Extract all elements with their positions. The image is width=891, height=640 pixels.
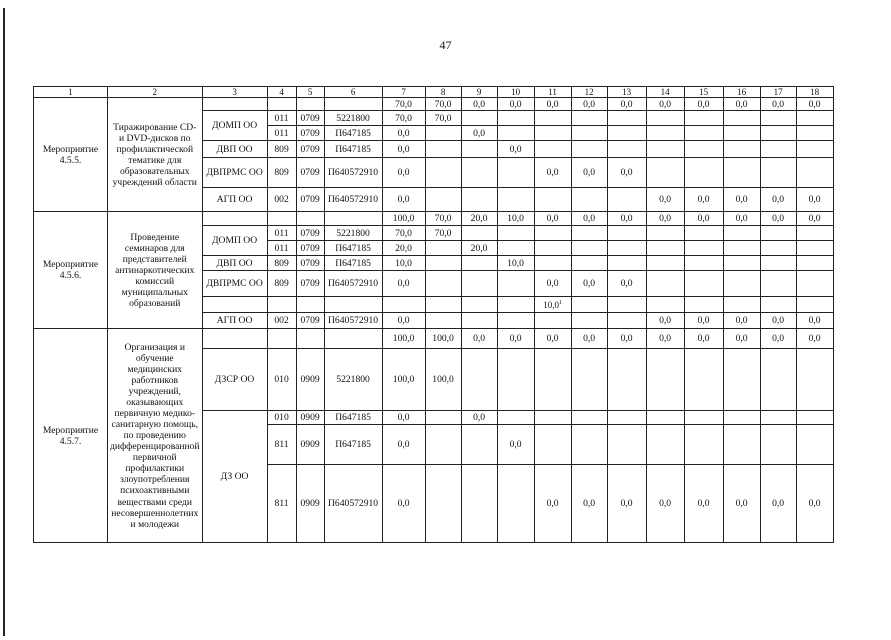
column-header: 8 xyxy=(425,87,461,98)
measure-description: Организация и обучение медицинских работников учреждений, оказывающих первичную медико-санитарную помощь, по проведению дифференцированной первичной профилактики злоупотребления психоактивными веществами среди несовершеннолетних и молодежи xyxy=(108,329,203,543)
value-cell: 100,0 xyxy=(382,349,425,411)
code-cell: П647185 xyxy=(324,141,382,158)
total-cell: 0,0 xyxy=(723,329,760,349)
code-cell: 0909 xyxy=(296,465,324,543)
column-header: 6 xyxy=(324,87,382,98)
org-cell: ДВП ОО xyxy=(202,256,267,271)
total-cell: 0,0 xyxy=(796,212,833,226)
code-cell: 002 xyxy=(267,188,296,212)
code-cell: 811 xyxy=(267,465,296,543)
budget-table xyxy=(33,86,834,543)
column-header: 14 xyxy=(646,87,684,98)
column-header: 2 xyxy=(108,87,203,98)
value-cell: 70,0 xyxy=(382,226,425,241)
column-header: 15 xyxy=(684,87,723,98)
column-header: 10 xyxy=(497,87,534,98)
code-cell: 5221800 xyxy=(324,226,382,241)
value-cell: 0,0 xyxy=(382,425,425,465)
org-cell: ДОМП ОО xyxy=(202,111,267,141)
measure-id: Мероприятие 4.5.5. xyxy=(34,98,108,212)
org-cell: ДЗ ОО xyxy=(202,411,267,543)
value-cell: 0,0 xyxy=(760,188,796,212)
value-cell: 0,0 xyxy=(497,141,534,158)
total-cell: 0,0 xyxy=(497,98,534,111)
value-cell: 0,0 xyxy=(382,141,425,158)
org-cell: АГП ОО xyxy=(202,188,267,212)
total-cell: 0,0 xyxy=(534,98,571,111)
page-number: 47 xyxy=(439,38,452,52)
value-cell: 0,0 xyxy=(382,465,425,543)
value-cell: 0,0 xyxy=(571,271,607,297)
total-cell: 0,0 xyxy=(497,329,534,349)
footnote-value-cell xyxy=(534,297,571,313)
code-cell: 811 xyxy=(267,425,296,465)
total-cell: 0,0 xyxy=(760,212,796,226)
code-cell: 0909 xyxy=(296,349,324,411)
column-header: 16 xyxy=(723,87,760,98)
value-cell: 70,0 xyxy=(425,226,461,241)
total-cell: 0,0 xyxy=(461,329,497,349)
value-cell: 0,0 xyxy=(684,465,723,543)
code-cell: 011 xyxy=(267,111,296,126)
column-header: 11 xyxy=(534,87,571,98)
code-cell: 0709 xyxy=(296,158,324,188)
code-cell: 0709 xyxy=(296,188,324,212)
code-cell: П647185 xyxy=(324,256,382,271)
org-cell: ДОМП ОО xyxy=(202,226,267,256)
code-cell: 0709 xyxy=(296,241,324,256)
value-cell: 0,0 xyxy=(646,188,684,212)
total-cell: 0,0 xyxy=(534,329,571,349)
code-cell: 010 xyxy=(267,349,296,411)
total-cell: 0,0 xyxy=(723,98,760,111)
code-cell: 010 xyxy=(267,411,296,425)
total-cell: 0,0 xyxy=(461,98,497,111)
code-cell: 0909 xyxy=(296,425,324,465)
value-cell: 0,0 xyxy=(382,158,425,188)
code-cell: 002 xyxy=(267,313,296,329)
value-cell: 0,0 xyxy=(382,313,425,329)
value-cell: 0,0 xyxy=(796,188,833,212)
total-cell: 100,0 xyxy=(382,212,425,226)
code-cell: 011 xyxy=(267,241,296,256)
value-cell: 0,0 xyxy=(497,425,534,465)
total-cell: 20,0 xyxy=(461,212,497,226)
total-cell: 0,0 xyxy=(796,98,833,111)
value-cell: 0,0 xyxy=(534,158,571,188)
code-cell: 0709 xyxy=(296,313,324,329)
total-cell: 0,0 xyxy=(607,98,646,111)
header-row xyxy=(34,87,834,98)
code-cell: 809 xyxy=(267,158,296,188)
total-cell: 100,0 xyxy=(425,329,461,349)
total-cell: 0,0 xyxy=(684,212,723,226)
total-cell: 70,0 xyxy=(382,98,425,111)
value-cell: 0,0 xyxy=(607,465,646,543)
value-cell: 0,0 xyxy=(534,465,571,543)
binding-edge-line xyxy=(3,8,5,636)
measure-id: Мероприятие 4.5.6. xyxy=(34,212,108,329)
value-cell: 20,0 xyxy=(461,241,497,256)
value-cell: 0,0 xyxy=(684,188,723,212)
total-cell: 0,0 xyxy=(571,212,607,226)
code-cell: П640572910 xyxy=(324,271,382,297)
org-cell: ДВП ОО xyxy=(202,141,267,158)
code-cell: П647185 xyxy=(324,126,382,141)
table-row xyxy=(34,212,834,226)
code-cell: П647185 xyxy=(324,411,382,425)
total-cell: 0,0 xyxy=(646,212,684,226)
footnote-value: 10,0 xyxy=(543,299,559,310)
value-cell: 100,0 xyxy=(425,349,461,411)
code-cell: 0709 xyxy=(296,126,324,141)
value-cell: 70,0 xyxy=(382,111,425,126)
column-header: 17 xyxy=(760,87,796,98)
total-cell: 10,0 xyxy=(497,212,534,226)
code-cell: 5221800 xyxy=(324,111,382,126)
value-cell: 20,0 xyxy=(382,241,425,256)
total-cell: 70,0 xyxy=(425,98,461,111)
value-cell: 10,0 xyxy=(382,256,425,271)
org-cell: АГП ОО xyxy=(202,313,267,329)
column-header: 9 xyxy=(461,87,497,98)
value-cell: 0,0 xyxy=(461,126,497,141)
footnote-marker: 1 xyxy=(558,299,562,306)
value-cell: 0,0 xyxy=(723,465,760,543)
code-cell: П640572910 xyxy=(324,158,382,188)
code-cell: 011 xyxy=(267,126,296,141)
total-cell: 0,0 xyxy=(760,329,796,349)
org-cell: ДВПРМС ОО xyxy=(202,158,267,188)
value-cell: 0,0 xyxy=(382,271,425,297)
value-cell: 0,0 xyxy=(461,411,497,425)
code-cell: 809 xyxy=(267,256,296,271)
code-cell: 809 xyxy=(267,271,296,297)
value-cell: 0,0 xyxy=(534,271,571,297)
measure-id: Мероприятие 4.5.7. xyxy=(34,329,108,543)
value-cell: 0,0 xyxy=(646,313,684,329)
value-cell: 0,0 xyxy=(723,313,760,329)
column-header: 18 xyxy=(796,87,833,98)
total-cell: 0,0 xyxy=(646,329,684,349)
value-cell: 0,0 xyxy=(382,411,425,425)
value-cell: 0,0 xyxy=(760,313,796,329)
column-header: 3 xyxy=(202,87,267,98)
table-row xyxy=(34,329,834,349)
column-header: 7 xyxy=(382,87,425,98)
total-cell: 0,0 xyxy=(684,98,723,111)
value-cell: 0,0 xyxy=(684,313,723,329)
total-cell: 70,0 xyxy=(425,212,461,226)
value-cell: 0,0 xyxy=(571,465,607,543)
code-cell: 0709 xyxy=(296,111,324,126)
total-cell: 0,0 xyxy=(607,329,646,349)
measure-description: Тиражирование CD- и DVD-дисков по профилактической тематике для образовательных учреждений области xyxy=(108,98,203,212)
total-cell: 0,0 xyxy=(796,329,833,349)
code-cell: П647185 xyxy=(324,425,382,465)
total-cell: 0,0 xyxy=(607,212,646,226)
code-cell: 0709 xyxy=(296,271,324,297)
total-cell: 0,0 xyxy=(646,98,684,111)
total-cell: 0,0 xyxy=(571,98,607,111)
column-header: 1 xyxy=(34,87,108,98)
value-cell: 0,0 xyxy=(723,188,760,212)
total-cell: 0,0 xyxy=(571,329,607,349)
code-cell: 0709 xyxy=(296,226,324,241)
total-cell: 0,0 xyxy=(760,98,796,111)
value-cell: 0,0 xyxy=(607,271,646,297)
value-cell: 70,0 xyxy=(425,111,461,126)
measure-description: Проведение семинаров для представителей антинаркотических комиссий муниципальных образований xyxy=(108,212,203,329)
value-cell: 0,0 xyxy=(571,158,607,188)
code-cell: 0709 xyxy=(296,141,324,158)
code-cell: П640572910 xyxy=(324,465,382,543)
total-cell: 0,0 xyxy=(534,212,571,226)
code-cell: 5221800 xyxy=(324,349,382,411)
org-cell: ДВПРМС ОО xyxy=(202,271,267,297)
value-cell: 0,0 xyxy=(382,188,425,212)
code-cell: П640572910 xyxy=(324,313,382,329)
code-cell: 809 xyxy=(267,141,296,158)
column-header: 4 xyxy=(267,87,296,98)
code-cell: П647185 xyxy=(324,241,382,256)
total-cell: 0,0 xyxy=(684,329,723,349)
total-cell: 100,0 xyxy=(382,329,425,349)
value-cell: 0,0 xyxy=(760,465,796,543)
value-cell: 0,0 xyxy=(607,158,646,188)
value-cell: 0,0 xyxy=(382,126,425,141)
column-header: 13 xyxy=(607,87,646,98)
value-cell: 10,0 xyxy=(497,256,534,271)
table-row xyxy=(34,98,834,111)
value-cell: 0,0 xyxy=(796,313,833,329)
code-cell: П640572910 xyxy=(324,188,382,212)
total-cell: 0,0 xyxy=(723,212,760,226)
column-header: 12 xyxy=(571,87,607,98)
value-cell: 0,0 xyxy=(796,465,833,543)
value-cell: 0,0 xyxy=(646,465,684,543)
org-cell: ДЗСР ОО xyxy=(202,349,267,411)
code-cell: 0909 xyxy=(296,411,324,425)
column-header: 5 xyxy=(296,87,324,98)
code-cell: 0709 xyxy=(296,256,324,271)
code-cell: 011 xyxy=(267,226,296,241)
